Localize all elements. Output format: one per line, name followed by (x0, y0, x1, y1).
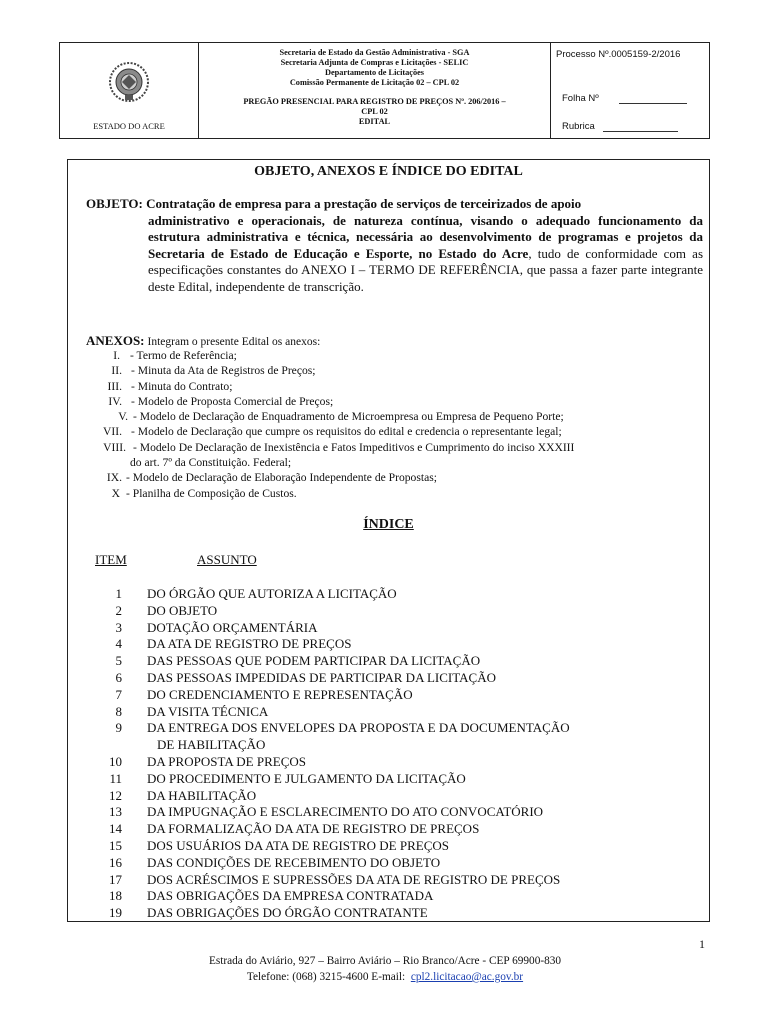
objeto-bold-first: Contratação de empresa para a prestação de serviços de terceirizados de apoio (146, 196, 582, 211)
table-row: 13 DA IMPUGNAÇÃO E ESCLARECIMENTO DO ATO CONVOCATÓRIO (109, 804, 544, 820)
rubrica-field (562, 121, 678, 132)
list-item: VIII. - Modelo De Declaração de Inexistência e Fatos Impeditivos e Cumprimento do inciso XXXIII (103, 440, 575, 454)
agency-line: Secretaria Adjunta de Compras e Licitações - SELIC (280, 58, 469, 67)
table-row: 5 DAS PESSOAS QUE PODEM PARTICIPAR DA LICITAÇÃO (115, 653, 481, 669)
state-seal-icon (108, 61, 150, 103)
footer-address: Estrada do Aviário, 927 – Bairro Aviário – Rio Branco/Acre - CEP 69900-830 (208, 955, 562, 967)
list-item: V. - Modelo de Declaração de Enquadramento de Microempresa ou Empresa de Pequeno Porte; (118, 410, 564, 424)
table-row: 1 DO ÓRGÃO QUE AUTORIZA A LICITAÇÃO (115, 586, 397, 601)
pregao-line: CPL 02 (361, 107, 388, 116)
table-row: 4 DA ATA DE REGISTRO DE PREÇOS (115, 636, 352, 652)
anexos-label: ANEXOS: (86, 333, 145, 348)
objeto-label: OBJETO: (86, 196, 143, 211)
objeto-paragraph (86, 196, 703, 296)
objeto-normal-rest: , tudo de conformidade com as especificações constantes do ANEXO I – TERMO DE REFERÊNCIA, que passa a fazer parte integrante deste Edital, independente de transcrição. (148, 245, 703, 294)
footer-contact (0, 969, 770, 985)
header-process-cell (551, 43, 709, 138)
list-item: I. - Termo de Referência; (113, 349, 237, 362)
page-number: 1 (699, 937, 705, 951)
objeto-body (86, 213, 703, 296)
list-item-continuation: do art. 7º da Constituição. Federal; (130, 456, 292, 470)
indice-title: ÍNDICE (363, 517, 414, 532)
rubrica-label: Rubrica (562, 121, 595, 132)
list-item: X - Planilha de Composição de Custos. (111, 486, 297, 500)
table-row: 14 DA FORMALIZAÇÃO DA ATA DE REGISTRO DE PREÇOS (109, 821, 480, 837)
list-item: VII. - Modelo de Declaração que cumpre os requisitos do edital e credencia o representante legal; (103, 425, 562, 439)
table-row: 17 DOS ACRÉSCIMOS E SUPRESSÕES DA ATA DE REGISTRO DE PREÇOS (109, 871, 561, 887)
list-item: III. - Minuta do Contrato; (107, 379, 233, 393)
table-row: 12 DA HABILITAÇÃO (109, 787, 257, 803)
process-number: Processo Nº.0005159-2/2016 (556, 49, 681, 60)
table-row: 2 DO OBJETO (115, 602, 218, 618)
table-row: 19 DAS OBRIGAÇÕES DO ÓRGÃO CONTRATANTE (109, 905, 428, 921)
list-item: IX. - Modelo de Declaração de Elaboração Independente de Propostas; (106, 471, 437, 485)
anexos-section (86, 333, 575, 500)
anexos-intro: Integram o presente Edital os anexos: (147, 336, 321, 348)
column-header-assunto: ASSUNTO (197, 552, 257, 567)
list-item: IV. - Modelo de Proposta Comercial de Preços; (108, 394, 334, 408)
folha-label: Folha Nº (562, 93, 599, 104)
document-header (59, 42, 710, 139)
table-row: 18 DAS OBRIGAÇÕES DA EMPRESA CONTRATADA (109, 888, 434, 904)
state-label: ESTADO DO ACRE (93, 121, 165, 131)
table-row: 16 DAS CONDIÇÕES DE RECEBIMENTO DO OBJETO (109, 854, 441, 870)
table-row: 7 DO CREDENCIAMENTO E REPRESENTAÇÃO (115, 686, 413, 702)
table-row: 8 DA VISITA TÉCNICA (115, 703, 269, 719)
table-row: 6 DAS PESSOAS IMPEDIDAS DE PARTICIPAR DA LICITAÇÃO (115, 669, 497, 685)
box-title: OBJETO, ANEXOS E ÍNDICE DO EDITAL (254, 164, 523, 179)
indice-list (68, 586, 711, 922)
anexos-list (86, 349, 706, 502)
agency-line: Comissão Permanente de Licitação 02 – CPL 02 (289, 78, 460, 87)
header-emblem-cell (60, 43, 199, 138)
table-row: 15 DOS USUÁRIOS DA ATA DE REGISTRO DE PREÇOS (109, 837, 449, 853)
list-item: II. - Minuta da Ata de Registros de Preços; (111, 364, 316, 378)
header-agency-cell (199, 43, 551, 138)
table-row-continuation: DE HABILITAÇÃO (157, 737, 266, 753)
agency-line: Departamento de Licitações (324, 68, 425, 77)
page-footer (0, 953, 770, 985)
pregao-line: PREGÃO PRESENCIAL PARA REGISTRO DE PREÇOS Nº. 206/2016 – (243, 97, 506, 106)
column-header-item: ITEM (95, 552, 127, 567)
footer-email-link[interactable]: cpl2.licitacao@ac.gov.br (410, 971, 524, 983)
table-row: 11 DO PROCEDIMENTO E JULGAMENTO DA LICITAÇÃO (109, 770, 466, 786)
objeto-bold-rest: administrativo e operacionais, de natureza contínua, visando o adequado funcionamento da estrutura administrativa e técnica, necessária ao desenvolvimento de programas e projetos da Secretaria de Estado de Educação e Esporte, no Estado do Acre (148, 212, 703, 261)
table-row: 10 DA PROPOSTA DE PREÇOS (109, 753, 306, 769)
agency-line: Secretaria de Estado da Gestão Administrativa - SGA (279, 48, 470, 57)
edital-label: EDITAL (358, 117, 391, 126)
table-row: 9 DA ENTREGA DOS ENVELOPES DA PROPOSTA E DA DOCUMENTAÇÃO (115, 720, 570, 736)
table-row: 3 DOTAÇÃO ORÇAMENTÁRIA (115, 619, 318, 635)
folha-field (562, 93, 687, 104)
footer-phone: Telefone: (068) 3215-4600 E-mail: (246, 971, 406, 983)
anexos-heading (86, 333, 320, 349)
content-box (67, 159, 710, 922)
